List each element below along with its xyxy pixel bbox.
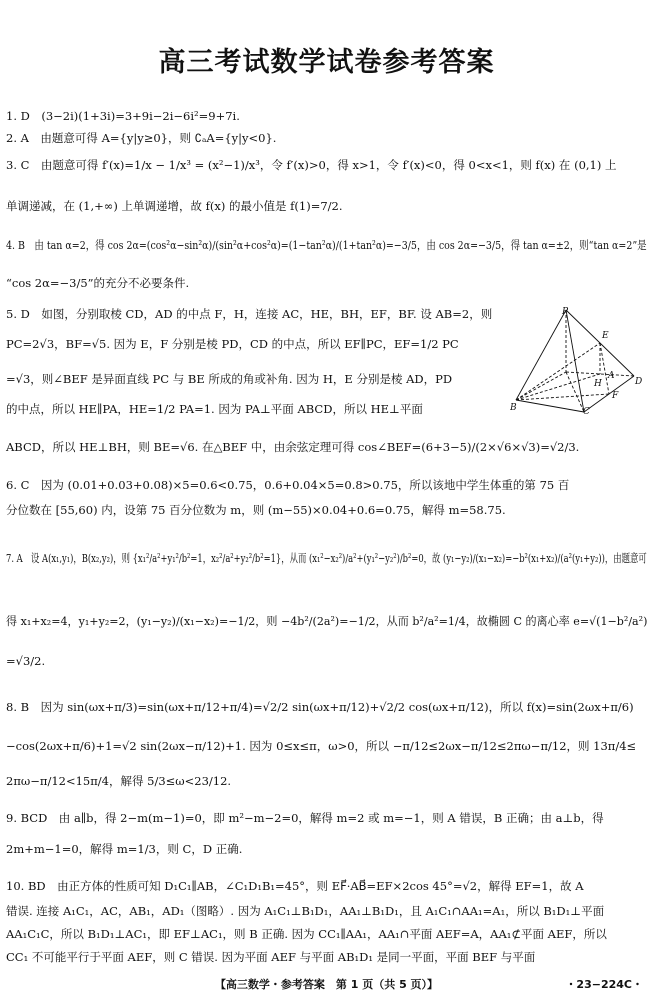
answer-line: =√3/2. <box>6 654 46 668</box>
answer-line: CC₁ 不可能平行于平面 AEF，则 C 错误. 因为平面 AEF 与平面 AB₁D₁ 是同一平面，平面 BEF 与平面 <box>6 950 536 964</box>
answer-line: AA₁C₁C，所以 B₁D₁⊥AC₁，即 EF⊥AC₁，则 B 正确. 因为 CC₁∥AA₁，AA₁∩平面 AEF=A，AA₁⊄平面 AEF，所以 <box>6 927 607 941</box>
answer-line: “cos 2α=−3/5”的充分不必要条件. <box>6 276 190 290</box>
answer-line: 5. D 如图，分别取棱 CD，AD 的中点 F，H，连接 AC，HE，BH，EF，BF. 设 AB=2，则 <box>6 307 493 321</box>
edge-BC <box>516 400 584 412</box>
answer-line: ABCD，所以 HE⊥BH，则 BE=√6. 在△BEF 中，由余弦定理可得 cos∠BEF=(6+3−5)/(2×√6×√3)=√2/3. <box>6 440 580 454</box>
pyramid-figure <box>510 306 642 414</box>
footer-page-info: 【高三数学・参考答案 第 1 页（共 5 页）】 <box>214 978 439 991</box>
answer-line: 8. B 因为 sin(ωx+π/3)=sin(ωx+π/12+π/4)=√2/2 sin(ωx+π/12)+√2/2 cos(ωx+π/12)，所以 f(x)=sin(2ωx+π/6) <box>6 700 634 714</box>
answer-line: 1. D (3−2i)(1+3i)=3+9i−2i−6i²=9+7i. <box>6 109 240 123</box>
answer-line: 3. C 由题意可得 f′(x)=1/x − 1/x³ = (x²−1)/x³，令 f′(x)>0，得 x>1，令 f′(x)<0，得 0<x<1，则 f(x) 在 (0,1) 上 <box>6 158 617 172</box>
answer-line: 10. BD 由正方体的性质可知 D₁C₁∥AB，∠C₁D₁B₁=45°，则 EF⃗·AB⃗=EF×2cos 45°=√2，解得 EF=1，故 A <box>6 879 584 893</box>
footer-code: ・23−224C・ <box>565 978 643 991</box>
answer-line: 4. B 由 tan α=2，得 cos 2α=(cos²α−sin²α)/(sin²α+cos²α)=(1−tan²α)/(1+tan²α)=−3/5，由 cos 2α=−3/5，得 tan α=±2，则“tan α=2”是 <box>6 238 647 252</box>
answer-line: 的中点，所以 HE∥PA，HE=1/2 PA=1. 因为 PA⊥平面 ABCD，所以 HE⊥平面 <box>6 402 423 416</box>
label-D: D <box>635 377 642 387</box>
answer-line: 2πω−π/12<15π/4，解得 5/3≤ω<23/12. <box>6 774 232 788</box>
label-E: E <box>602 331 609 341</box>
edge-AC <box>566 372 584 412</box>
answer-line: 7. A 设 A(x₁,y₁)，B(x₂,y₂)，则 {x₁²/a²+y₁²/b²=1，x₂²/a²+y₂²/b²=1}，从而 (x₁²−x₂²)/a²+(y₁²−y₂²)/b²=0，故 (y₁−y₂)/(x₁−x₂)=−b²(x₁+x₂)/(a²(y₁+y₂))，由题意可 <box>6 551 647 565</box>
label-C: C <box>583 407 590 414</box>
answer-line: =√3，则∠BEF 是异面直线 PC 与 BE 所成的角或补角. 因为 H，E 分别是棱 AD，PD <box>6 372 453 386</box>
answer-line: 单调递减，在 (1,+∞) 上单调递增，故 f(x) 的最小值是 f(1)=7/2. <box>6 199 343 213</box>
answer-line: 错误. 连接 A₁C₁，AC，AB₁，AD₁（图略）. 因为 A₁C₁⊥B₁D₁，AA₁⊥B₁D₁，且 A₁C₁∩AA₁=A₁，所以 B₁D₁⊥平面 <box>6 904 605 918</box>
answer-line: 2. A 由题意可得 A={y|y≥0}，则 ∁ₐA={y|y<0}. <box>6 131 277 145</box>
answer-line: 6. C 因为 (0.01+0.03+0.08)×5=0.6<0.75，0.6+0.04×5=0.8>0.75，所以该地中学生体重的第 75 百 <box>6 478 570 492</box>
page-footer <box>0 978 653 996</box>
answer-line: 2m+m−1=0，解得 m=1/3，则 C，D 正确. <box>6 842 243 856</box>
label-F: F <box>612 391 619 401</box>
answer-line: PC=2√3，BF=√5. 因为 E，F 分别是棱 PD，CD 的中点，所以 EF∥PC，EF=1/2 PC <box>6 337 459 351</box>
answer-line: 9. BCD 由 a∥b，得 2−m(m−1)=0，即 m²−m−2=0，解得 m=2 或 m=−1，则 A 错误，B 正确；由 a⊥b，得 <box>6 811 604 825</box>
answer-line: 得 x₁+x₂=4，y₁+y₂=2，(y₁−y₂)/(x₁−x₂)=−1/2，则 −4b²/(2a²)=−1/2，从而 b²/a²=1/4，故椭圆 C 的离心率 e=√(1−b²/a²) <box>6 614 648 628</box>
label-P: P <box>562 307 569 317</box>
label-B: B <box>510 403 517 413</box>
edge-BE <box>516 343 600 400</box>
answer-line: 分位数在 [55,60) 内，设第 75 百分位数为 m，则 (m−55)×0.04+0.6=0.75，解得 m=58.75. <box>6 503 506 517</box>
page-title: 高三考试数学试卷参考答案 <box>158 47 495 78</box>
answer-line: −cos(2ωx+π/6)+1=√2 sin(2ωx−π/12)+1. 因为 0≤x≤π，ω>0，所以 −π/12≤2ωx−π/12≤2πω−π/12，则 13π/4≤ <box>6 739 637 753</box>
edge-BF <box>516 394 609 400</box>
label-H: H <box>594 379 602 389</box>
label-A: A <box>608 371 615 381</box>
edge-PB <box>516 310 566 400</box>
